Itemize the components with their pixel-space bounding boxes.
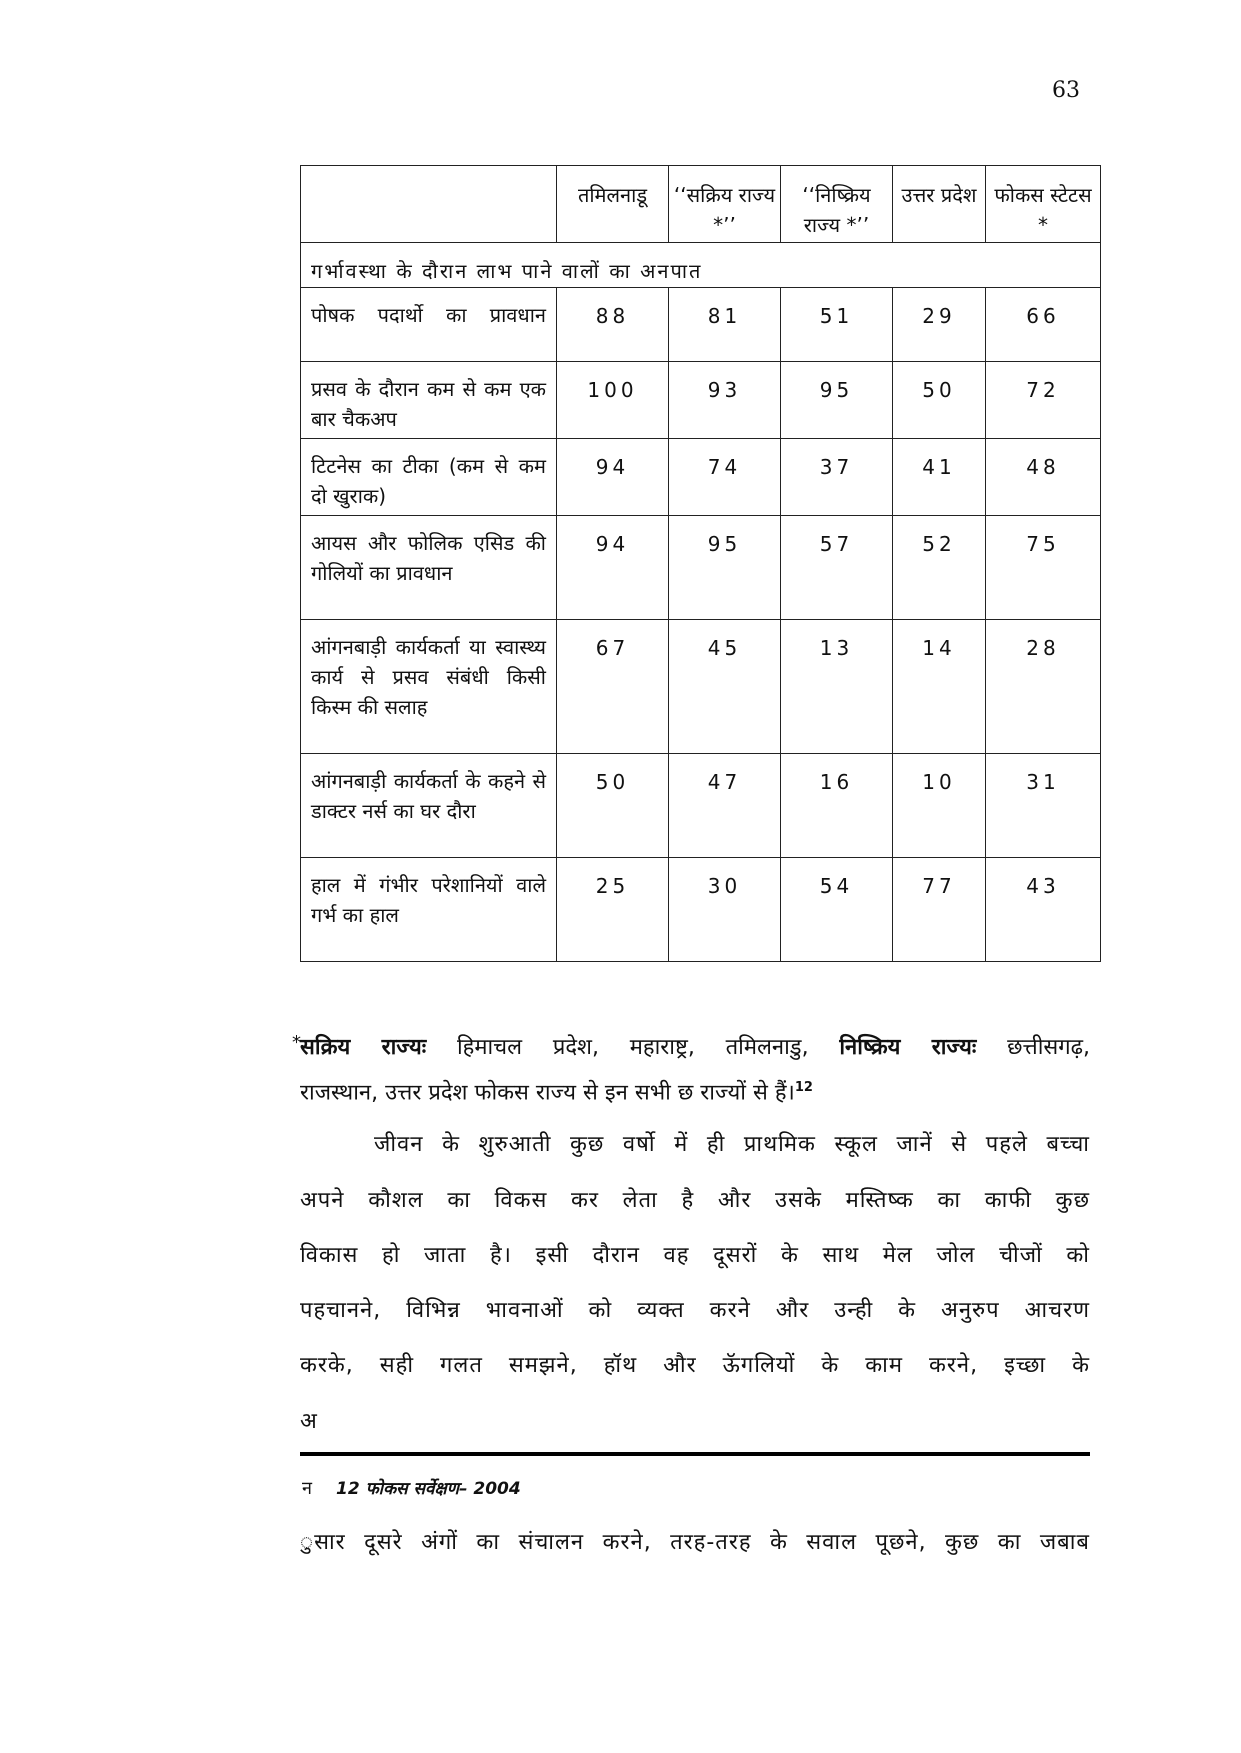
cell-value: 74 [669,439,781,516]
row-label: हाल में गंभीर परेशानियों वाले गर्भ का हाल [301,858,557,962]
cell-value: 37 [781,439,893,516]
cell-value: 10 [893,754,986,858]
cell-value: 95 [669,516,781,620]
cell-value: 41 [893,439,986,516]
section-title: गर्भावस्था के दौरान लाभ पाने वालों का अनपात [301,243,1101,288]
active-label: सक्रिय राज्यः [300,1035,427,1060]
row-label: आंगनबाड़ी कार्यकर्ता के कहने से डाक्टर नर्स का घर दौरा [301,754,557,858]
row-label: टिटनेस का टीका (कम से कम दो खुराक) [301,439,557,516]
paragraph-line: जीवन के शुरुआती कुछ वर्षो में ही प्राथमिक स्कूल जानें से पहले बच्चा [374,1132,1090,1157]
inactive-states: छत्तीसगढ़, [1007,1035,1091,1060]
paragraph-line: करके, सही गलत समझने, हॉथ और ऊॅगलियों के काम करने, इच्छा के [300,1353,1090,1378]
header-uttar-pradesh: उत्तर प्रदेश [893,166,986,243]
cell-value: 94 [557,439,669,516]
cell-value: 47 [669,754,781,858]
cell-value: 67 [557,620,669,754]
cell-value: 81 [669,288,781,362]
table-row [301,362,1101,439]
section-row [301,243,1101,288]
note-text: राजस्थान, उत्तर प्रदेश फोकस राज्य से इन सभी छ राज्यों से हैं। [300,1080,795,1106]
cell-value: 16 [781,754,893,858]
cell-value: 25 [557,858,669,962]
paragraph-line: अपने कौशल का विकस कर लेता है और उसके मस्तिष्क का काफी कुछ [300,1188,1090,1213]
cell-value: 30 [669,858,781,962]
cell-value: 51 [781,288,893,362]
footnote-rule [300,1452,1090,1456]
row-label: आयस और फोलिक एसिड की गोलियों का प्रावधान [301,516,557,620]
active-states: हिमाचल प्रदेश, महाराष्ट्र, तमिलनाडु, [456,1035,809,1060]
cell-value: 54 [781,858,893,962]
footnote [302,1476,521,1500]
table-row [301,620,1101,754]
note-line-1 [300,1028,1090,1068]
data-table [300,165,1101,962]
cell-value: 66 [986,288,1101,362]
cell-value: 31 [986,754,1101,858]
cell-value: 50 [893,362,986,439]
footnote-text: 12 फोकस सर्वेक्षण– 2004 [336,1479,521,1499]
header-active-states: ‘‘सक्रिय राज्य *’’ [669,166,781,243]
table-header-row [301,166,1101,243]
cell-value: 52 [893,516,986,620]
note-line-2 [300,1068,1090,1113]
cell-value: 100 [557,362,669,439]
table-row [301,754,1101,858]
header-inactive-states: ‘‘निष्क्रिय राज्य *’’ [781,166,893,243]
header-tamilnadu: तमिलनाडू [557,166,669,243]
cell-value: 93 [669,362,781,439]
table-row [301,516,1101,620]
table-row [301,439,1101,516]
cell-value: 77 [893,858,986,962]
page-number: 63 [1052,78,1080,103]
row-label: प्रसव के दौरान कम से कम एक बार चैकअप [301,362,557,439]
cell-value: 50 [557,754,669,858]
paragraph-line: अ [300,1409,318,1434]
cell-value: 43 [986,858,1101,962]
cell-value: 29 [893,288,986,362]
inactive-label: निष्क्रिय राज्यः [839,1035,977,1060]
paragraph-line: विकास हो जाता है। इसी दौरान वह दूसरों के साथ मेल जोल चीजों को [300,1243,1090,1268]
paragraph-line: ुसार दूसरे अंगों का संचालन करने, तरह-तरह के सवाल पूछने, कुछ का जबाब [300,1530,1090,1555]
header-focus-states: फोकस स्टेटस * [986,166,1101,243]
cell-value: 13 [781,620,893,754]
footnote-prefix: न [302,1478,312,1499]
table-row [301,858,1101,962]
cell-value: 95 [781,362,893,439]
row-label: आंगनबाड़ी कार्यकर्ता या स्वास्थ्य कार्य से प्रसव संबंधी किसी किस्म की सलाह [301,620,557,754]
cell-value: 14 [893,620,986,754]
note-ref: 12 [794,1080,813,1095]
cell-value: 75 [986,516,1101,620]
cell-value: 88 [557,288,669,362]
table-row [301,288,1101,362]
cell-value: 94 [557,516,669,620]
note-star: * [292,1032,301,1053]
paragraph-line: पहचानने, विभिन्न भावनाओं को व्यक्त करने और उन्ही के अनुरुप आचरण [300,1298,1090,1323]
cell-value: 57 [781,516,893,620]
cell-value: 48 [986,439,1101,516]
row-label: पोषक पदार्थो का प्रावधान [301,288,557,362]
cell-value: 72 [986,362,1101,439]
header-empty [301,166,557,243]
cell-value: 28 [986,620,1101,754]
cell-value: 45 [669,620,781,754]
